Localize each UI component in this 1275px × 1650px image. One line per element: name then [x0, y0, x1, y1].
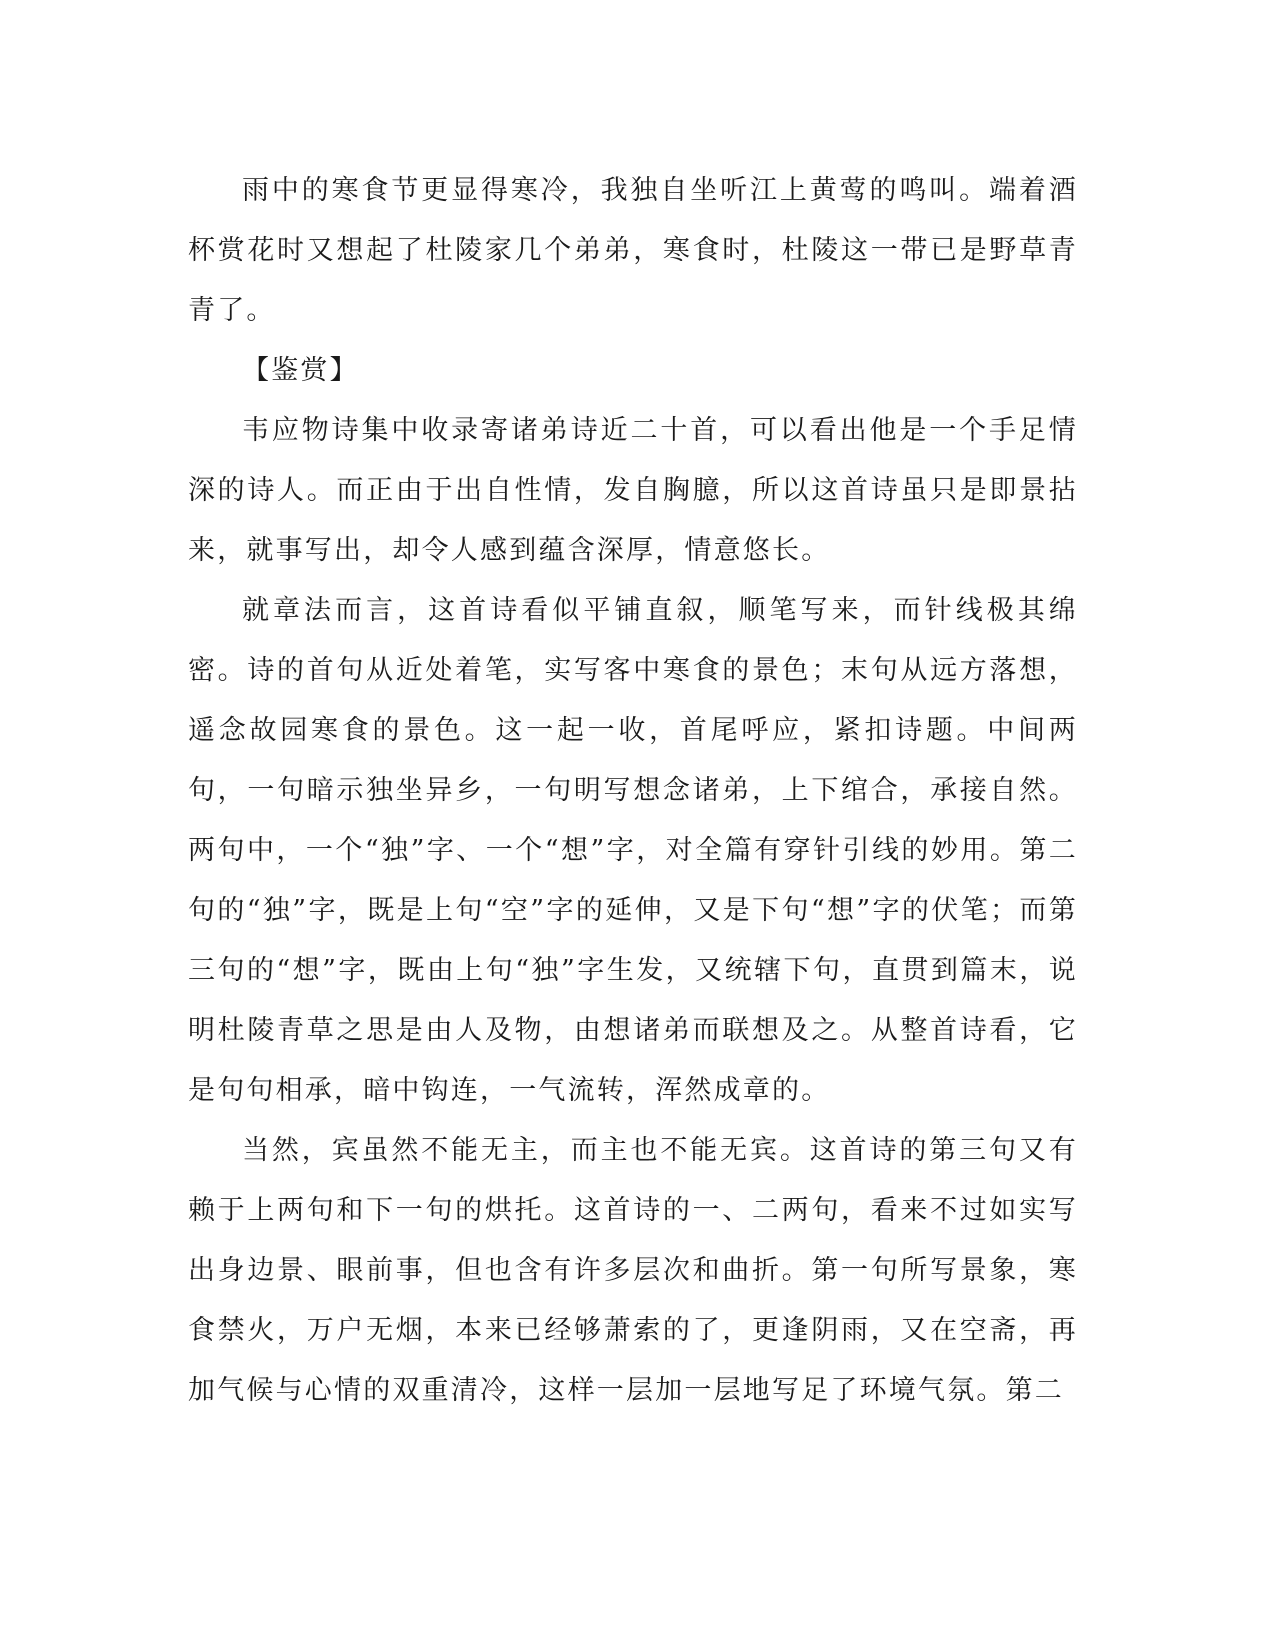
- paragraph-structure: 就章法而言，这首诗看似平铺直叙，顺笔写来，而针线极其绵密。诗的首句从近处着笔，实写客中寒食的景色；末句从远方落想，遥念故园寒食的景色。这一起一收，首尾呼应，紧扣诗题。中间两句，一句暗示独坐异乡，一句明写想念诸弟，上下绾合，承接自然。两句中，一个“独”字、一个“想”字，对全篇有穿针引线的妙用。第二句的“独”字，既是上句“空”字的延伸，又是下句“想”字的伏笔；而第三句的“想”字，既由上句“独”字生发，又统辖下句，直贯到篇末，说明杜陵青草之思是由人及物，由想诸弟而联想及之。从整首诗看，它是句句相承，暗中钩连，一气流转，浑然成章的。: [188, 595, 1078, 1106]
- section-heading-appreciation: 【鉴赏】: [242, 355, 359, 386]
- paragraph-translation: 雨中的寒食节更显得寒冷，我独自坐听江上黄莺的鸣叫。端着酒杯赏花时又想起了杜陵家几个弟弟，寒食时，杜陵这一带已是野草青青了。: [188, 175, 1078, 326]
- paragraph-poet-intro: 韦应物诗集中收录寄诸弟诗近二十首，可以看出他是一个手足情深的诗人。而正由于出自性情，发自胸臆，所以这首诗虽只是即景拈来，就事写出，却令人感到蕴含深厚，情意悠长。: [188, 415, 1078, 566]
- paragraph-context: 当然，宾虽然不能无主，而主也不能无宾。这首诗的第三句又有赖于上两句和下一句的烘托。这首诗的一、二两句，看来不过如实写出身边景、眼前事，但也含有许多层次和曲折。第一句所写景象，寒食禁火，万户无烟，本来已经够萧索的了，更逢阴雨，又在空斋，再加气候与心情的双重清冷，这样一层加一层地写足了环境气氛。第二: [188, 1135, 1078, 1406]
- body-text: [188, 161, 1078, 1421]
